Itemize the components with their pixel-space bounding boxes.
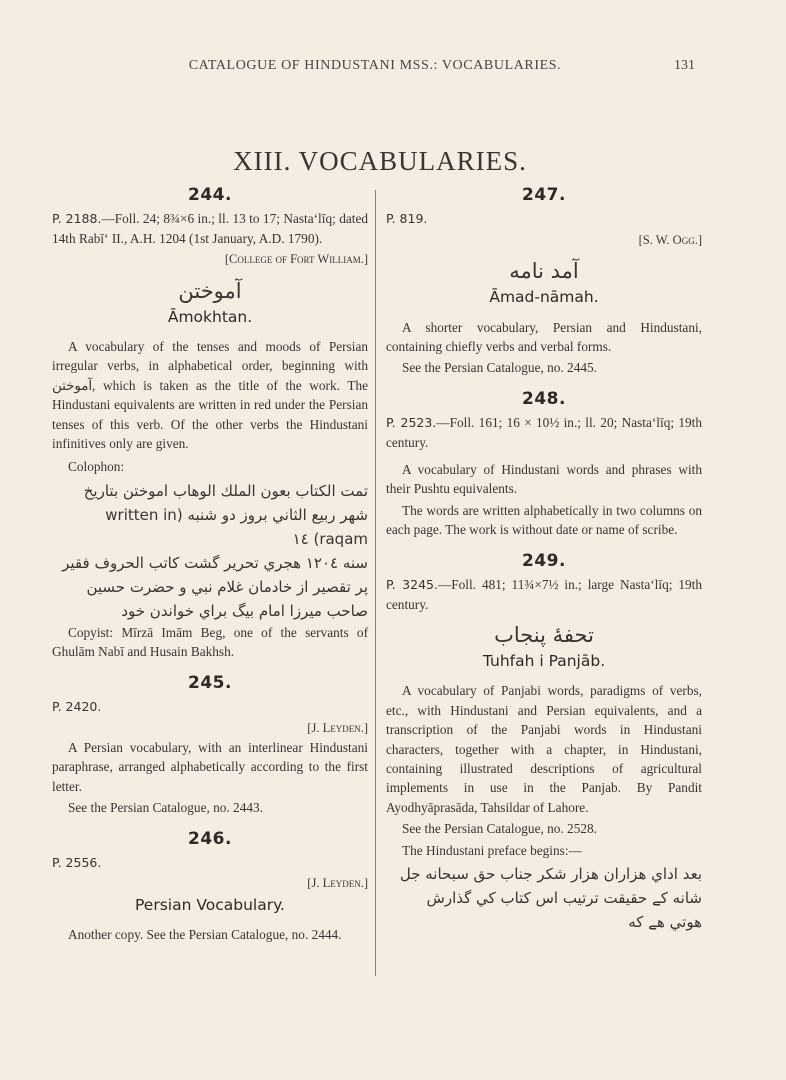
shelf-mark: P. 2523. xyxy=(386,415,437,431)
entry-244 xyxy=(52,186,368,662)
entry-number: 248. xyxy=(522,388,566,409)
copyist-note: Copyist: Mīrzā Imām Beg, one of the servants of Ghulām Nabī and Husain Bakhsh. xyxy=(52,624,368,660)
arabic-title: آمد نامه xyxy=(509,259,579,284)
preface-line: هوتي هے كه xyxy=(628,912,702,931)
provenance: [J. Leyden.] xyxy=(307,720,368,735)
shelf-mark: P. 2420. xyxy=(52,699,102,715)
description: A Persian vocabulary, with an interlinear Hindustani paraphrase, arranged alphabetically according to the first letter. xyxy=(52,739,368,794)
entry-number: 247. xyxy=(522,185,566,205)
description: A shorter vocabulary, Persian and Hindustani, containing chiefly verbs and verbal forms. xyxy=(386,319,702,355)
description: A vocabulary of Panjabi words, paradigms of verbs, etc., with Hindustani and Persian equivalents, and a transcription of the Panjabi words in Hindustani characters, together with a chapter, in Hindustani, containing illustrated descriptions of agricultural implements in use in the Panjab. By Pandit Ayodhyāprasāda, Tahsildar of Lahore. xyxy=(386,683,702,815)
shelf-mark: P. 2188. xyxy=(52,211,102,227)
right-column xyxy=(386,186,702,934)
work-title: Āmokhtan. xyxy=(167,307,253,326)
entry-245 xyxy=(52,674,368,818)
entry-details xyxy=(386,413,702,452)
entry-248 xyxy=(386,390,702,540)
preface-label: The Hindustani preface begins:— xyxy=(402,842,582,858)
colophon-line: پر تقصير از خادمان غلام نبي و حضرت حسين xyxy=(86,577,368,596)
description: A vocabulary of the tenses and moods of Persian irregular verbs, in alphabetical order, beginning with آموختن, which is taken as the title of the work. The Hindustani equivalents are written in red under the Persian tenses of this verb. Of the other verbs the Hindustani infinitives only are given. xyxy=(52,339,368,452)
colophon-line: شهر ربيع الثاني بروز دو شنبه (written in raqam) ١٤ xyxy=(105,505,368,548)
description: The words are written alphabetically in two columns on each page. The work is without date or name of scribe. xyxy=(386,502,702,538)
section-title: XIII. VOCABULARIES. xyxy=(233,146,527,176)
colophon-line: تمت الكتاب بعون الملك الوهاب اموختن بتاريخ xyxy=(83,481,368,500)
provenance: [J. Leyden.] xyxy=(307,876,368,891)
running-head: CATALOGUE OF HINDUSTANI MSS.: VOCABULARIES. xyxy=(188,58,562,73)
entry-number: 249. xyxy=(522,550,566,571)
physical-description: —Foll. 161; 16 × 10½ in.; ll. 20; Nasta‘līq; 19th century. xyxy=(386,415,702,450)
shelf-mark: P. 2556. xyxy=(52,854,102,870)
shelf-mark: P. 819. xyxy=(386,211,428,227)
cross-reference: See the Persian Catalogue, no. 2443. xyxy=(68,800,263,816)
arabic-title: تحفهٔ پنجاب xyxy=(494,622,594,647)
cross-reference: See the Persian Catalogue, no. 2445. xyxy=(402,360,597,376)
entry-246 xyxy=(52,830,368,945)
entry-details xyxy=(386,575,702,614)
work-title: Tuhfah i Panjāb. xyxy=(482,651,606,670)
entry-247 xyxy=(386,186,702,378)
entry-details xyxy=(52,209,368,248)
preface-line: شانه كے حقيقت ترتيب اس كتاب كي گذارش xyxy=(426,888,702,907)
entry-number: 244. xyxy=(188,185,232,205)
left-column xyxy=(52,186,368,947)
work-title: Āmad-nāmah. xyxy=(489,288,599,307)
entry-249 xyxy=(386,552,702,934)
column-divider xyxy=(375,190,376,976)
provenance: [College of Fort William.] xyxy=(224,252,368,267)
page-number: 131 xyxy=(674,58,695,73)
work-title: Persian Vocabulary. xyxy=(135,895,285,914)
description: Another copy. See the Persian Catalogue, no. 2444. xyxy=(68,927,342,943)
entry-number: 245. xyxy=(188,672,232,693)
physical-description: —Foll. 481; 11¾×7½ in.; large Nasta‘līq; 19th century. xyxy=(386,577,702,612)
entry-number: 246. xyxy=(188,828,232,849)
preface-line: بعد اداي هزاران هزار شكر جناب حق سبحانه جل xyxy=(399,864,702,883)
description: A vocabulary of Hindustani words and phrases with their Pushtu equivalents. xyxy=(386,462,702,497)
arabic-title: آموختن xyxy=(178,278,242,303)
provenance: [S. W. Ogg.] xyxy=(638,232,702,247)
colophon-line: سنه ١٢٠٤ هجري تحرير گشت كاتب الحروف فقير xyxy=(62,553,368,572)
shelf-mark: P. 3245. xyxy=(386,577,438,593)
cross-reference: See the Persian Catalogue, no. 2528. xyxy=(402,821,597,837)
physical-description: —Foll. 24; 8¾×6 in.; ll. 13 to 17; Nasta‘līq; dated 14th Rabī‘ II., A.H. 1204 (1st January, A.D. 1790). xyxy=(52,211,369,246)
colophon-label: Colophon: xyxy=(68,459,125,475)
colophon-line: صاحب ميرزا امام بيگ براي خواندن خود xyxy=(121,601,368,620)
